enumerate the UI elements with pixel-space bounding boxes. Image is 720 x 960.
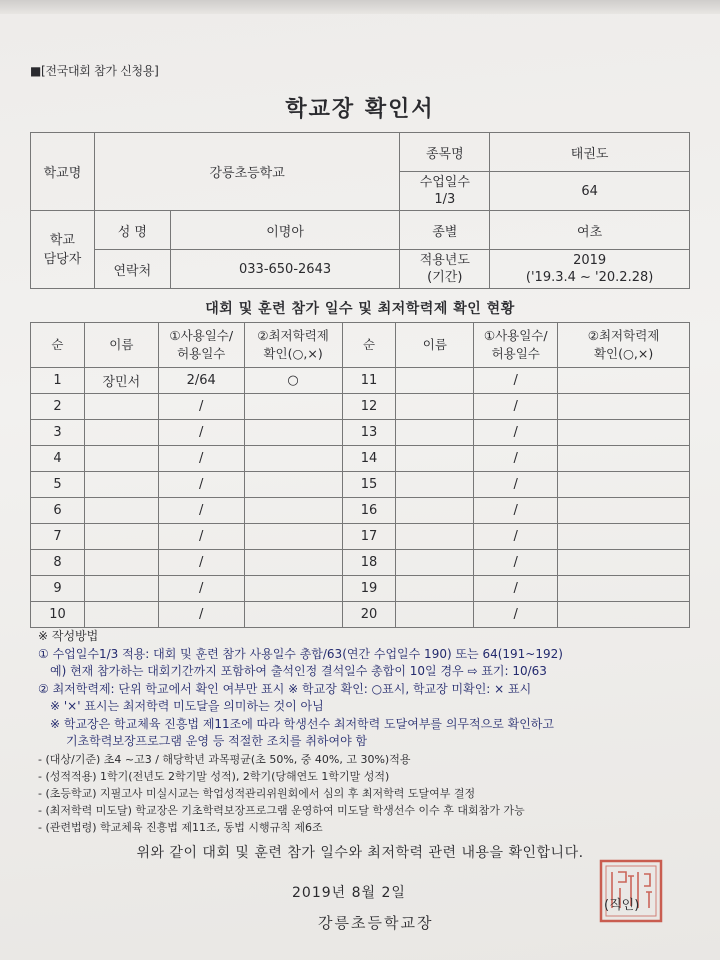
- row-check-2: [558, 602, 690, 628]
- row-no: 1: [31, 368, 85, 394]
- gender-value: 여초: [490, 211, 690, 250]
- row-no: 10: [31, 602, 85, 628]
- row-days: /: [158, 446, 244, 472]
- row-no-2: 13: [342, 420, 396, 446]
- row-check: [244, 524, 342, 550]
- note-1b: 예) 현재 참가하는 대회기간까지 포함하여 출석인정 결석일수 총합이 10일 경우 ⇨ 표기: 10/63: [50, 664, 547, 678]
- participation-table: [30, 322, 690, 628]
- notes-heading: ※ 작성방법: [38, 629, 99, 643]
- row-check: [244, 394, 342, 420]
- row-days: /: [158, 394, 244, 420]
- row-name: 장민서: [84, 368, 158, 394]
- manager-name: 이명아: [170, 211, 400, 250]
- header-min2-line1: ②최저학력제: [587, 328, 660, 343]
- gender-label: 종별: [400, 211, 490, 250]
- table-row: [31, 550, 690, 576]
- row-name: [84, 420, 158, 446]
- row-check: [244, 550, 342, 576]
- days-label-line1: 수업일수: [419, 175, 470, 190]
- row-days-2: /: [474, 498, 558, 524]
- table-row: [31, 472, 690, 498]
- table-caption: 대회 및 훈련 참가 일수 및 최저학력제 확인 현황: [205, 301, 515, 317]
- header-days-line1: ①사용일수/: [169, 328, 234, 343]
- row-name: [84, 498, 158, 524]
- seal-label: (직인): [604, 898, 640, 913]
- row-no-2: 14: [342, 446, 396, 472]
- row-days: /: [158, 550, 244, 576]
- row-check: [244, 420, 342, 446]
- row-days: /: [158, 576, 244, 602]
- row-check: [244, 446, 342, 472]
- sub-note-3: - (초등학교) 지필고사 미실시교는 학업성적관리위원회에서 심의 후 최저학력 도달여부 결정: [38, 786, 476, 800]
- row-name-2: [396, 394, 474, 420]
- note-4a: ※ 학교장은 학교체육 진흥법 제11조에 따라 학생선수 최저학력 도달여부를 의무적으로 확인하고: [50, 716, 554, 731]
- table-row: [31, 498, 690, 524]
- row-no: 6: [31, 498, 85, 524]
- row-name-2: [396, 576, 474, 602]
- row-check-2: [558, 368, 690, 394]
- row-check: [244, 498, 342, 524]
- official-seal-icon: [598, 858, 664, 924]
- row-name: [84, 576, 158, 602]
- instructions: [38, 628, 698, 836]
- paper-edge: [0, 0, 720, 14]
- sub-note-1: - (대상/기준) 초4 ~고3 / 해당학년 과목평균(초 50%, 중 40%, 고 30%)적용: [38, 752, 411, 766]
- row-no: 5: [31, 472, 85, 498]
- row-days-2: /: [474, 602, 558, 628]
- row-no-2: 12: [342, 394, 396, 420]
- name-label: 성 명: [94, 211, 170, 250]
- header-min-2: [558, 323, 690, 368]
- table-row: [31, 446, 690, 472]
- header-min-line2: 확인(○,×): [263, 346, 323, 361]
- header-name-2: 이름: [396, 323, 474, 368]
- sport-label: 종목명: [400, 133, 490, 172]
- manager-label: [31, 211, 95, 289]
- table-row: [31, 394, 690, 420]
- sub-note-5: - (관련법령) 학교체육 진흥법 제11조, 동법 시행규칙 제6조: [38, 820, 323, 834]
- row-check: ○: [244, 368, 342, 394]
- confirmation-text: 위와 같이 대회 및 훈련 참가 일수와 최저학력 관련 내용을 확인합니다.: [136, 845, 584, 861]
- document-date: 2019년 8월 2일: [292, 885, 406, 901]
- manager-label-line1: 학교: [49, 232, 75, 248]
- sub-note-2: - (성적적용) 1학기(전년도 2학기말 성적), 2학기(당해연도 1학기말 성적): [38, 769, 390, 783]
- header-days: [158, 323, 244, 368]
- row-name: [84, 446, 158, 472]
- note-2: ② 최저학력제: 단위 학교에서 확인 여부만 표시 ※ 학교장 확인: ○표시, 학교장 미확인: × 표시: [38, 681, 532, 696]
- row-no-2: 16: [342, 498, 396, 524]
- signer-name: 강릉초등학교장: [318, 914, 434, 932]
- row-name-2: [396, 368, 474, 394]
- days-label: [400, 172, 490, 211]
- year-value: [490, 250, 690, 289]
- row-days: /: [158, 420, 244, 446]
- row-name-2: [396, 602, 474, 628]
- school-label: 학교명: [31, 133, 95, 211]
- header-days-line2: 허용일수: [177, 346, 226, 361]
- row-check: [244, 472, 342, 498]
- header-min: [244, 323, 342, 368]
- row-check-2: [558, 550, 690, 576]
- row-name: [84, 602, 158, 628]
- row-name: [84, 394, 158, 420]
- row-check-2: [558, 524, 690, 550]
- row-days-2: /: [474, 472, 558, 498]
- row-no-2: 19: [342, 576, 396, 602]
- row-days-2: /: [474, 446, 558, 472]
- row-no: 7: [31, 524, 85, 550]
- header-no: 순: [31, 323, 85, 368]
- row-no: 4: [31, 446, 85, 472]
- row-days-2: /: [474, 394, 558, 420]
- row-days-2: /: [474, 576, 558, 602]
- row-no-2: 11: [342, 368, 396, 394]
- row-no: 8: [31, 550, 85, 576]
- row-days-2: /: [474, 368, 558, 394]
- row-check: [244, 576, 342, 602]
- row-check-2: [558, 446, 690, 472]
- manager-label-line2: 담당자: [43, 251, 82, 267]
- row-days: /: [158, 524, 244, 550]
- row-days-2: /: [474, 420, 558, 446]
- header-min2-line2: 확인(○,×): [593, 346, 654, 361]
- row-check: [244, 602, 342, 628]
- table-row: [31, 524, 690, 550]
- row-no-2: 15: [342, 472, 396, 498]
- row-name: [84, 472, 158, 498]
- table-row: [31, 602, 690, 628]
- table-header-row: [31, 323, 690, 368]
- row-name-2: [396, 446, 474, 472]
- days-label-line2: 1/3: [434, 192, 456, 207]
- period-text: ('19.3.4 ~ '20.2.28): [525, 270, 654, 285]
- table-row: [31, 420, 690, 446]
- header-no-2: 순: [342, 323, 396, 368]
- table-row: [31, 576, 690, 602]
- row-check-2: [558, 576, 690, 602]
- header-days2-line2: 허용일수: [491, 346, 540, 361]
- row-days-2: /: [474, 524, 558, 550]
- row-no: 9: [31, 576, 85, 602]
- row-days: /: [158, 498, 244, 524]
- header-days2-line1: ①사용일수/: [483, 328, 548, 343]
- sport-value: 태권도: [490, 133, 690, 172]
- row-check-2: [558, 394, 690, 420]
- row-name-2: [396, 498, 474, 524]
- row-no: 2: [31, 394, 85, 420]
- contact-label: 연락처: [94, 250, 170, 289]
- row-no: 3: [31, 420, 85, 446]
- days-value: 64: [490, 172, 690, 211]
- row-no-2: 17: [342, 524, 396, 550]
- school-name: 강릉초등학교: [94, 133, 399, 211]
- header-days-2: [474, 323, 558, 368]
- row-days: /: [158, 472, 244, 498]
- row-name-2: [396, 550, 474, 576]
- row-name-2: [396, 420, 474, 446]
- year-label: [400, 250, 490, 289]
- table-row: [31, 368, 690, 394]
- row-no-2: 18: [342, 550, 396, 576]
- row-days: /: [158, 602, 244, 628]
- note-4b: 기초학력보장프로그램 운영 등 적절한 조치를 취하여야 함: [66, 734, 368, 748]
- year-text: 2019: [573, 253, 607, 268]
- row-name: [84, 550, 158, 576]
- row-check-2: [558, 420, 690, 446]
- sub-note-4: - (최저학력 미도달) 학교장은 기초학력보장프로그램 운영하여 미도달 학생선수 이수 후 대회참가 가능: [38, 803, 525, 817]
- year-label-line1: 적용년도: [419, 253, 470, 268]
- header-name: 이름: [84, 323, 158, 368]
- header-min-line1: ②최저학력제: [257, 328, 329, 343]
- row-days-2: /: [474, 550, 558, 576]
- info-table: [30, 132, 690, 289]
- row-name-2: [396, 524, 474, 550]
- row-no-2: 20: [342, 602, 396, 628]
- row-name: [84, 524, 158, 550]
- form-tag: ■[전국대회 참가 신청용]: [30, 64, 159, 78]
- document-title: 학교장 확인서: [285, 97, 435, 122]
- note-3: ※ '×' 표시는 최저학력 미도달을 의미하는 것이 아님: [50, 699, 324, 713]
- year-label-line2: (기간): [427, 270, 463, 285]
- row-name-2: [396, 472, 474, 498]
- contact-value: 033-650-2643: [170, 250, 400, 289]
- row-check-2: [558, 472, 690, 498]
- row-days: 2/64: [158, 368, 244, 394]
- note-1a: ① 수업일수1/3 적용: 대회 및 훈련 참가 사용일수 총합/63(연간 수업일수 190) 또는 64(191~192): [38, 646, 563, 661]
- row-check-2: [558, 498, 690, 524]
